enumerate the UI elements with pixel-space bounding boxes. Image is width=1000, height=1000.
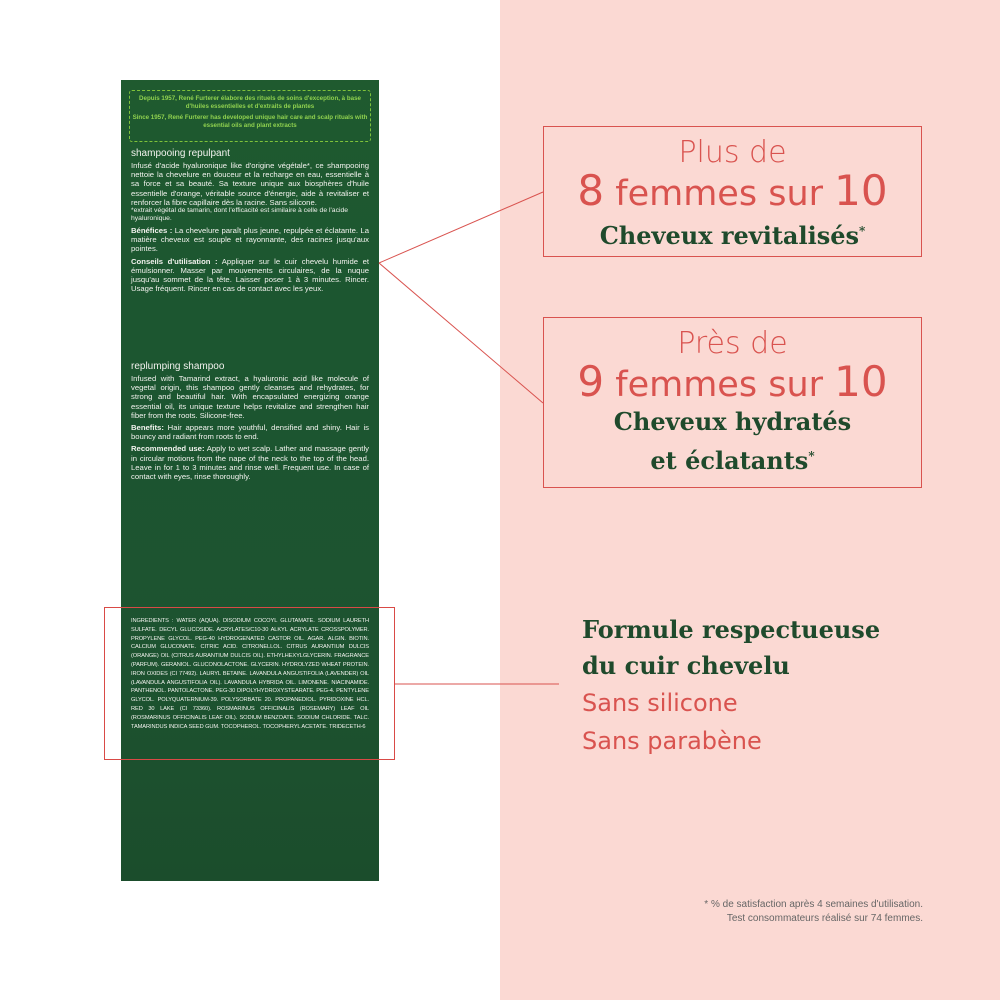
footnote: [704, 898, 923, 926]
stat2-ratio: [544, 357, 921, 406]
formula-title-line2: du cuir chevelu: [582, 651, 790, 680]
stat2-middle: femmes sur: [615, 365, 824, 405]
formula-paraben-free: Sans parabène: [582, 727, 762, 755]
stat1-prefix: Plus de: [678, 135, 787, 170]
stat2-claim-line1: Cheveux hydratés: [613, 407, 852, 436]
stat1-middle: femmes sur: [615, 174, 824, 214]
ingredients-list: INGREDIENTS : WATER (AQUA). DISODIUM COCOYL GLUTAMATE. SODIUM LAURETH SULFATE. DECYL GLUCOSIDE. ACRYLATES/C10-30 ALKYL ACRYLATE CROSSPOLYMER. PROPYLENE GLYCOL. PEG-40 HYDROGENATED CASTOR OIL. AGAR. ALGIN. BIOTIN. CALCIUM GLUCONATE. CITRIC ACID. CITRONELLOL. CITRUS AURANTIUM DULCIS (ORANGE) OIL (CITRUS AURANTIUM DULCIS OIL). ETHYLHEXYLGLYCERIN. FRAGRANCE (PARFUM). GERANIOL. GLUCONOLACTONE. GLYCERIN. HYDROLYZED WHEAT PROTEIN. IRON OXIDES (CI 77492). LAURYL BETAINE. LAVANDULA ANGUSTIFOLIA (LAVENDER) OIL (LAVANDULA ANGUSTIFOLIA OIL). LAVANDULA HYBRIDA OIL. LIMONENE. NIACINAMIDE. PANTHENOL. PANTOLACTONE. PEG-30 DIPOLYHYDROXYSTEARATE. PEG-4. PENTYLENE GLYCOL. POLYQUATERNIUM-39. POLYSORBATE 20. PROPANEDIOL. PYRIDOXINE HCL. RED 30 LAKE (CI 73360). ROSMARINUS OFFICINALIS (ROSEMARY) LEAF OIL (ROSMARINUS OFFICINALIS LEAF OIL). SODIUM BENZOATE. SODIUM CHLORIDE. TALC. TAMARINDUS INDICA SEED GUM. TOCOPHEROL. TOCOPHERYL ACETATE. TRIDECETH-6: [131, 618, 369, 730]
english-benefits-label: Benefits:: [131, 423, 164, 433]
brand-intro-fr: Depuis 1957, René Furterer élabore des rituels de soins d'exception, à base d'huiles essentielles et d'extraits de plantes: [139, 95, 361, 110]
formula-block: [582, 612, 982, 760]
stat1-claim-text: Cheveux revitalisés: [599, 221, 859, 250]
stat1-ratio: [544, 166, 921, 215]
stat1-number: 8: [577, 166, 605, 215]
french-benefits-label: Bénéfices :: [131, 226, 173, 236]
french-note: *extrait végétal de tamarin, dont l'efficacité est similaire à celle de l'acide hyaluronique.: [131, 207, 349, 223]
stat2-prefix: Près de: [677, 326, 788, 361]
english-use-label: Recommended use:: [131, 444, 205, 454]
english-benefits-text: Hair appears more youthful, densified and shiny. Hair is bouncy and radiant from roots to end.: [131, 423, 370, 442]
stat1-asterisk: *: [859, 224, 866, 238]
french-title: shampooing repulpant: [131, 148, 230, 159]
stat2-claim-line2-text: et éclatants: [650, 446, 809, 475]
stat-box-hydrated: [543, 317, 922, 488]
stat2-claim-line2: [544, 439, 921, 478]
english-title: replumping shampoo: [131, 361, 225, 372]
stat2-total: 10: [834, 357, 888, 406]
stat1-total: 10: [834, 166, 888, 215]
footnote-line2: Test consommateurs réalisé sur 74 femmes.: [726, 913, 923, 924]
french-description: Infusé d'acide hyaluronique like d'origine végétale*, ce shampooing nettoie la chevelure en douceur et la recharge en eau, essentielle à sa force et sa beauté. Sa texture unique aux biosphères d'huile essentielle d'orange, véritable source d'énergie, aide à revitaliser et renforcer la fibre capillaire dès la racine. Sans silicone.: [131, 161, 369, 207]
english-use-text: Apply to wet scalp. Lather and massage gently in circular motions from the nape of the neck to the top of the head. Leave in for 1 to 3 minutes and rinse well. Frequent use. In case of contact with eyes, rinse thoroughly.: [131, 444, 369, 482]
brand-intro-en: Since 1957, René Furterer has developed unique hair care and scalp rituals with essential oils and plant extracts: [132, 114, 368, 129]
stat1-claim: [544, 214, 921, 253]
formula-title-line1: Formule respectueuse: [582, 615, 881, 644]
callout-line-2: [379, 263, 543, 403]
stat-box-revitalized: [543, 126, 922, 257]
french-advice-label: Conseils d'utilisation :: [131, 256, 218, 266]
callout-line-1: [379, 192, 543, 263]
french-benefits-text: La chevelure paraît plus jeune, repulpée et éclatante. La matière cheveux est souple et rayonnante, des racines jusqu'aux pointes.: [131, 226, 369, 254]
stat2-asterisk: *: [808, 449, 815, 463]
english-description: Infused with Tamarind extract, a hyaluronic acid like molecule of vegetal origin, this shampoo gently cleanses and rehydrates, for strong and beautiful hair. With encapsulated energizing orange essential oil, its unique texture helps revitalize and strengthen hair fiber from the roots. Silicone-free.: [131, 374, 369, 420]
french-advice-text: Appliquer sur le cuir chevelu humide et émulsionner. Masser par mouvements circulaires, de la nuque jusqu'au sommet de la tête. Laisser poser 1 à 3 minutes. Rincer. Usage fréquent. Rincer en cas de contact avec les yeux.: [131, 256, 370, 294]
formula-silicone-free: Sans silicone: [582, 689, 738, 717]
stat2-number: 9: [577, 357, 605, 406]
footnote-line1: * % de satisfaction après 4 semaines d'utilisation.: [704, 899, 923, 910]
